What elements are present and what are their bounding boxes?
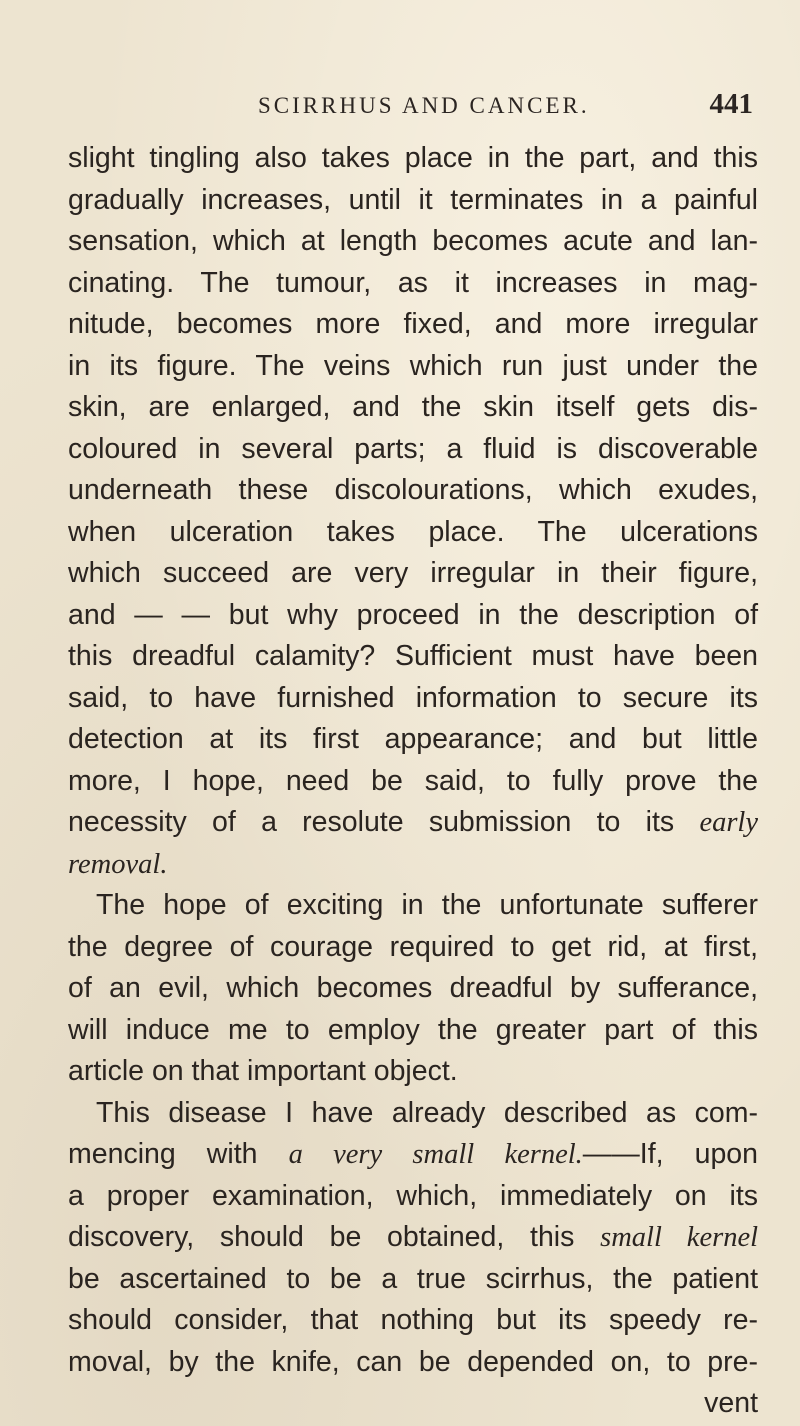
text-line: be ascertained to be a true scirrhus, the patient xyxy=(68,1262,758,1295)
text-line: detection at its first appearance; and but little xyxy=(68,723,758,755)
body-text xyxy=(68,138,758,1425)
text-line: nitude, becomes more fixed, and more irregular xyxy=(68,308,758,340)
text-line: sensation, which at length becomes acute and lan- xyxy=(68,225,758,257)
text-line: will induce me to employ the greater part of this xyxy=(68,1013,758,1046)
text-line: a proper examination, which, immediately on its xyxy=(68,1179,758,1212)
text-line: mencing with a very small kernel.——If, upon xyxy=(68,1138,759,1170)
text-line: coloured in several parts; a fluid is discoverable xyxy=(68,432,758,465)
text-line: in its figure. The veins which run just under the xyxy=(68,349,758,382)
text-line: skin, are enlarged, and the skin itself gets dis- xyxy=(68,391,758,423)
text-line: moval, by the knife, can be depended on, to pre- xyxy=(68,1345,758,1378)
running-title: SCIRRHUS AND CANCER. xyxy=(258,93,590,118)
paragraph-start-line: This disease I have already described as com- xyxy=(96,1096,758,1129)
text-line: article on that important object. xyxy=(68,1055,458,1087)
catchword: vent xyxy=(704,1387,758,1419)
emphasis-text: removal. xyxy=(68,848,168,880)
emphasis-text: small kernel xyxy=(600,1222,759,1253)
text-line: which succeed are very irregular in their figure, xyxy=(68,557,758,589)
page-number: 441 xyxy=(709,88,753,120)
text-line: and — — but why proceed in the description of xyxy=(68,598,758,631)
text-line: underneath these discolourations, which exudes, xyxy=(68,474,758,506)
text-line: should consider, that nothing but its speedy re- xyxy=(68,1304,758,1336)
text-line: when ulceration takes place. The ulcerations xyxy=(68,515,758,548)
text-line: said, to have furnished information to secure its xyxy=(68,681,758,714)
text-line xyxy=(68,844,758,886)
text-line: of an evil, which becomes dreadful by sufferance, xyxy=(68,972,758,1004)
text-line: slight tingling also takes place in the part, and this xyxy=(68,142,758,174)
text-line: cinating. The tumour, as it increases in mag- xyxy=(68,266,758,299)
text-line: gradually increases, until it terminates in a painful xyxy=(68,183,758,216)
text-line: discovery, should be obtained, this small kernel xyxy=(68,1221,759,1253)
text-line: the degree of courage required to get rid, at first, xyxy=(68,930,758,963)
text-line: necessity of a resolute submission to its early xyxy=(68,806,758,838)
emphasis-text: a very small kernel. xyxy=(288,1139,583,1170)
text-line: this dreadful calamity? Sufficient must have been xyxy=(68,640,758,672)
text-line: more, I hope, need be said, to fully prove the xyxy=(68,764,758,797)
emphasis-text: early xyxy=(699,807,758,838)
running-head xyxy=(258,88,753,128)
paragraph-start-line: The hope of exciting in the unfortunate sufferer xyxy=(96,889,758,921)
